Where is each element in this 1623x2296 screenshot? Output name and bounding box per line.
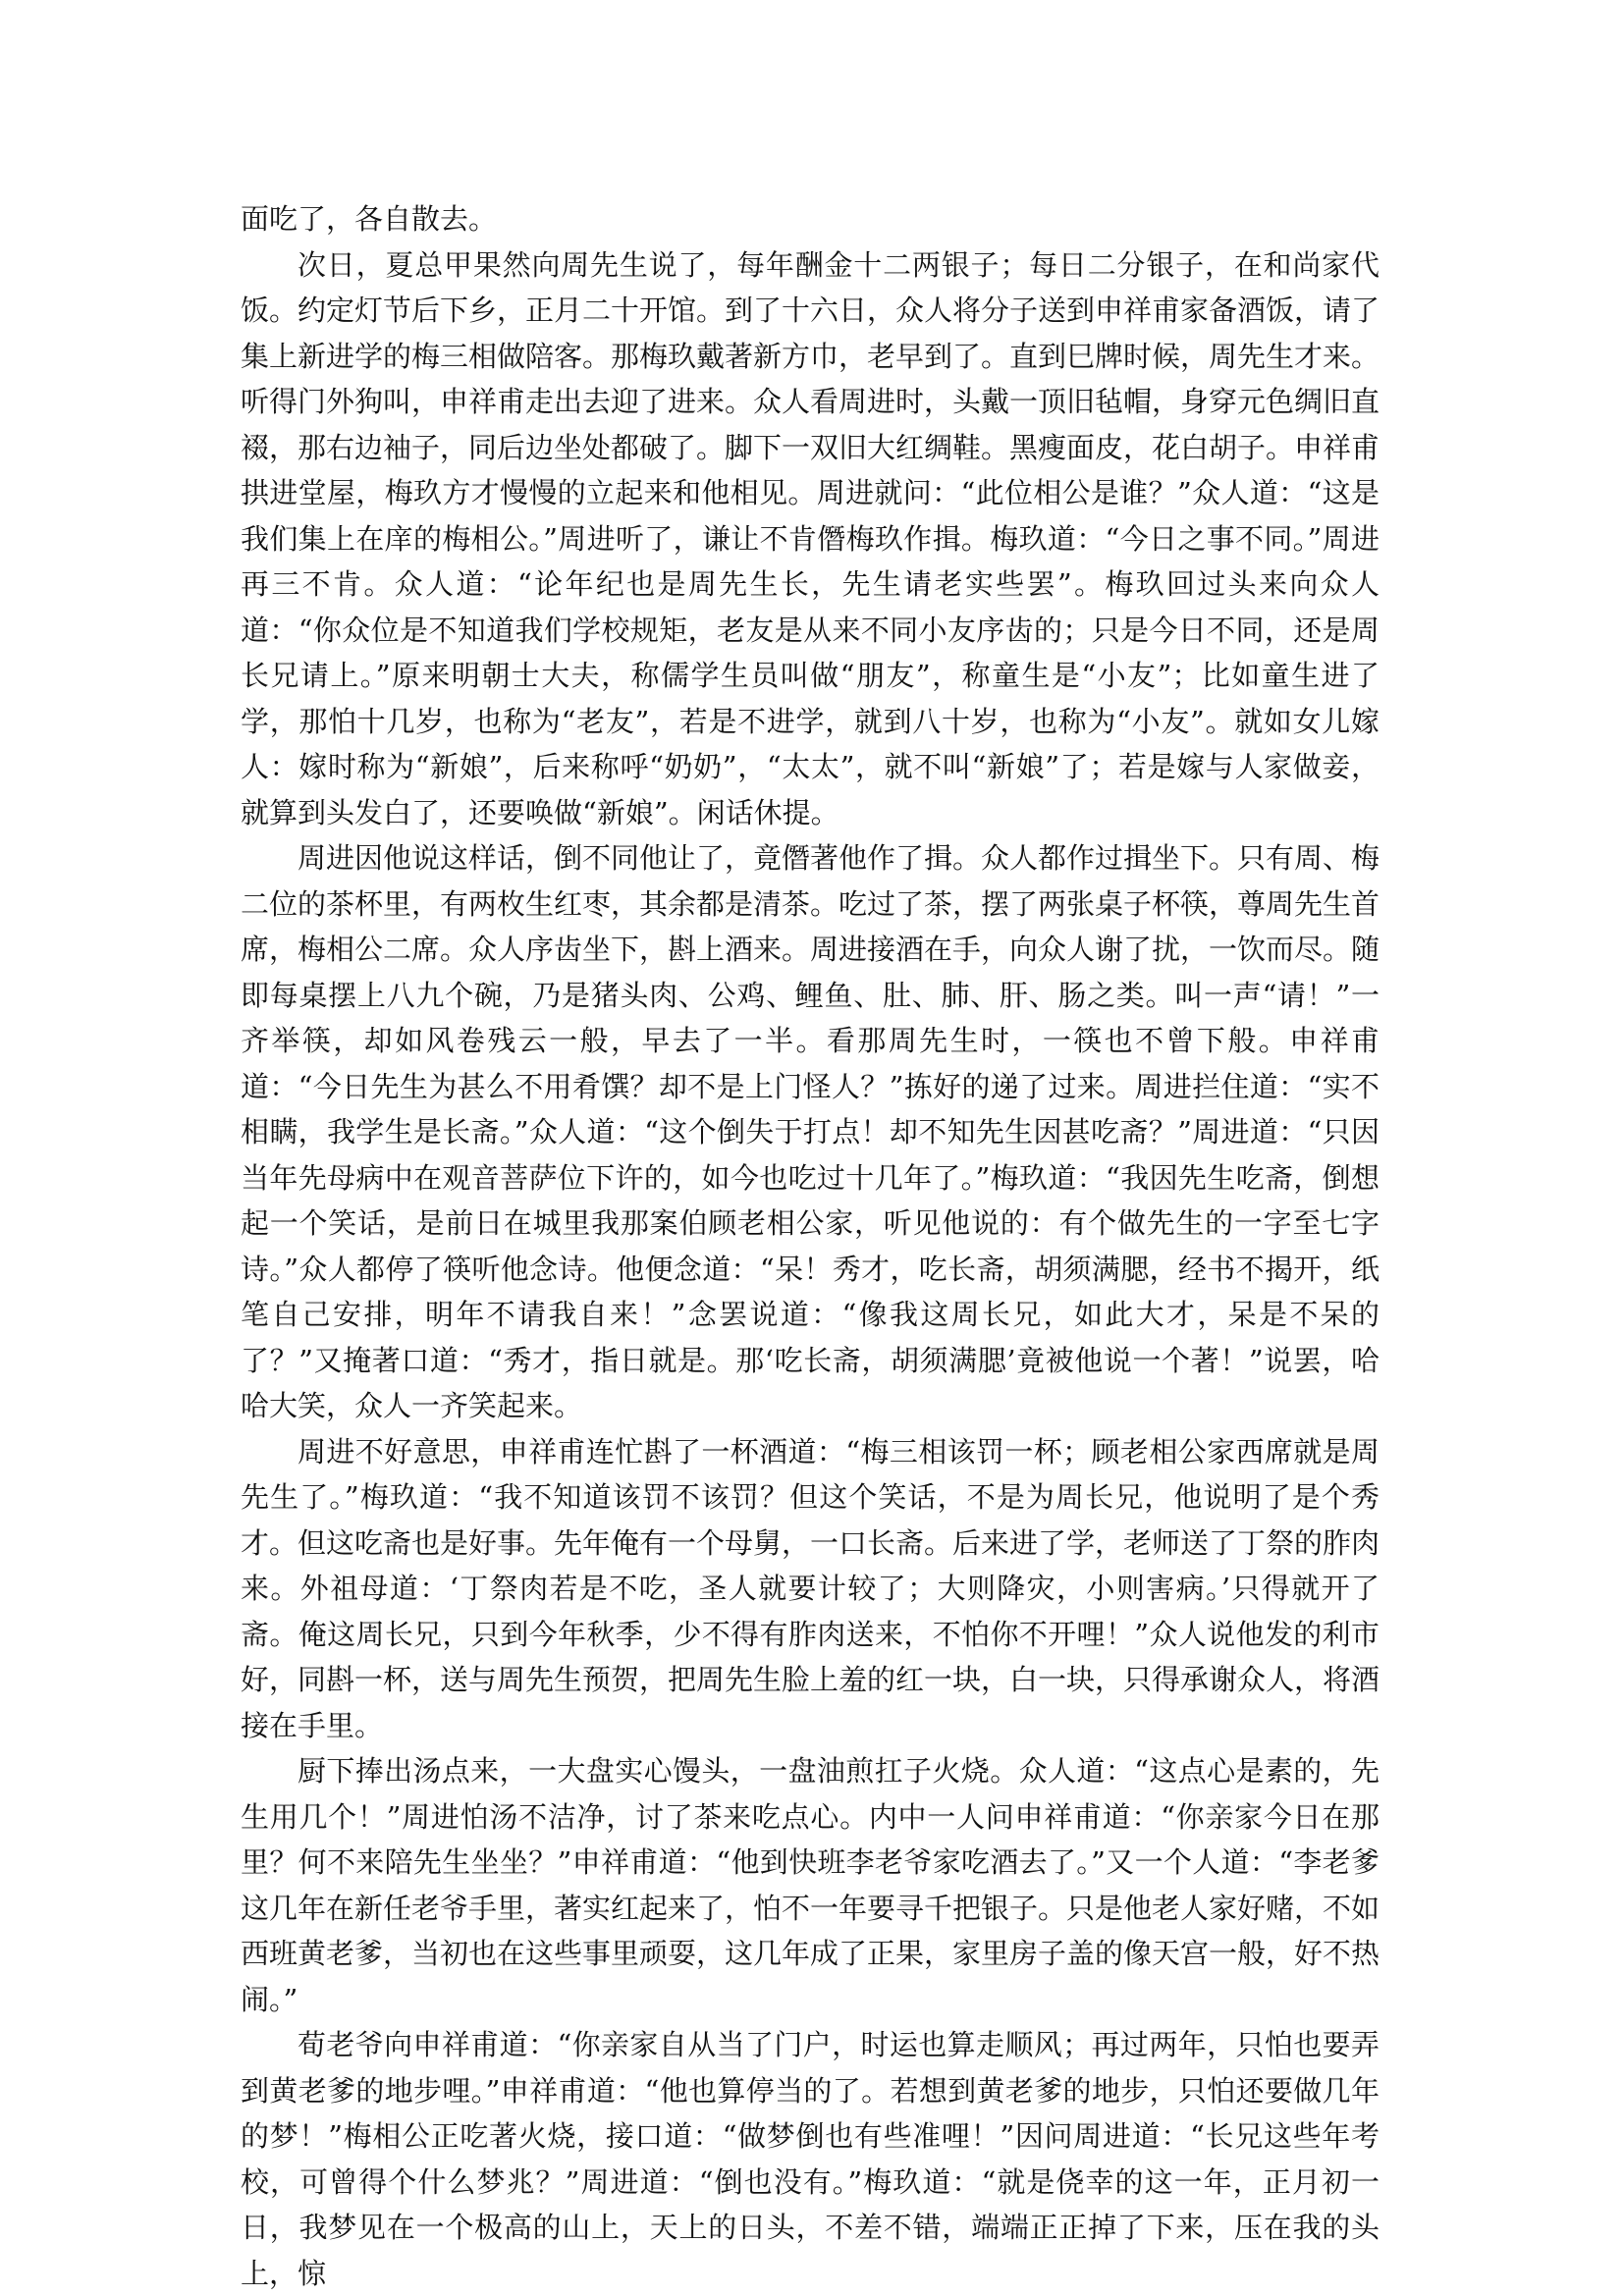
- paragraph: 周进因他说这样话，倒不同他让了，竟僭著他作了揖。众人都作过揖坐下。只有周、梅二位的茶杯里，有两枚生红枣，其余都是清茶。吃过了茶，摆了两张桌子杯筷，尊周先生首席，梅相公二席。众人序齿坐下，斟上酒来。周进接酒在手，向众人谢了扰，一饮而尽。随即每桌摆上八九个碗，乃是猪头肉、公鸡、鲤鱼、肚、肺、肝、肠之类。叫一声“请！”一齐举筷，却如风卷残云一般，早去了一半。看那周先生时，一筷也不曾下般。申祥甫道：“今日先生为甚么不用肴馔？却不是上门怪人？”拣好的递了过来。周进拦住道：“实不相瞒，我学生是长斋。”众人道：“这个倒失于打点！却不知先生因甚吃斋？”周进道：“只因当年先母病中在观音菩萨位下许的，如今也吃过十几年了。”梅玖道：“我因先生吃斋，倒想起一个笑话，是前日在城里我那案伯顾老相公家，听见他说的：有个做先生的一字至七字诗。”众人都停了筷听他念诗。他便念道：“呆！秀才，吃长斋，胡须满腮，经书不揭开，纸笔自己安排，明年不请我自来！”念罢说道：“像我这周长兄，如此大才，呆是不呆的了？”又掩著口道：“秀才，指日就是。那‘吃长斋，胡须满腮’竟被他说一个著！”说罢，哈哈大笑，众人一齐笑起来。: [241, 841, 1380, 1422]
- paragraph: 荀老爷向申祥甫道：“你亲家自从当了门户，时运也算走顺风；再过两年，只怕也要弄到黄老爹的地步哩。”申祥甫道：“他也算停当的了。若想到黄老爹的地步，只怕还要做几年的梦！”梅相公正吃著火烧，接口道：“做梦倒也有些准哩！”因问周进道：“长兄这些年考校，可曾得个什么梦兆？”周进道：“倒也没有。”梅玖道：“就是侥幸的这一年，正月初一日，我梦见在一个极高的山上，天上的日头，不差不错，端端正正掉了下来，压在我的头上，惊: [241, 2028, 1380, 2290]
- paragraph-continuation: 面吃了，各自散去。: [241, 202, 498, 236]
- paragraph: 厨下捧出汤点来，一大盘实心馒头，一盘油煎扛子火烧。众人道：“这点心是素的，先生用几个！”周进怕汤不洁净，讨了茶来吃点心。内中一人问申祥甫道：“你亲家今日在那里？何不来陪先生坐坐？”申祥甫道：“他到快班李老爷家吃酒去了。”又一个人道：“李老爹这几年在新任老爷手里，著实红起来了，怕不一年要寻千把银子。只是他老人家好赌，不如西班黄老爹，当初也在这些事里顽耍，这几年成了正果，家里房子盖的像天宫一般，好不热闹。”: [241, 1754, 1380, 2016]
- document-page: [241, 196, 1380, 2296]
- paragraph: 次日，夏总甲果然向周先生说了，每年酬金十二两银子；每日二分银子，在和尚家代饭。约定灯节后下乡，正月二十开馆。到了十六日，众人将分子送到申祥甫家备酒饭，请了集上新进学的梅三相做陪客。那梅玖戴著新方巾，老早到了。直到巳牌时候，周先生才来。听得门外狗叫，申祥甫走出去迎了进来。众人看周进时，头戴一顶旧毡帽，身穿元色绸旧直裰，那右边袖子，同后边坐处都破了。脚下一双旧大红绸鞋。黑瘦面皮，花白胡子。申祥甫拱进堂屋，梅玖方才慢慢的立起来和他相见。周进就问：“此位相公是谁？”众人道：“这是我们集上在庠的梅相公。”周进听了，谦让不肯僭梅玖作揖。梅玖道：“今日之事不同。”周进再三不肯。众人道：“论年纪也是周先生长，先生请老实些罢”。梅玖回过头来向众人道：“你众位是不知道我们学校规矩，老友是从来不同小友序齿的；只是今日不同，还是周长兄请上。”原来明朝士大夫，称儒学生员叫做“朋友”，称童生是“小友”；比如童生进了学，那怕十几岁，也称为“老友”，若是不进学，就到八十岁，也称为“小友”。就如女儿嫁人：嫁时称为“新娘”，后来称呼“奶奶”，“太太”，就不叫“新娘”了；若是嫁与人家做妾，就算到头发白了，还要唤做“新娘”。闲话休提。: [241, 247, 1380, 829]
- paragraph: 周进不好意思，申祥甫连忙斟了一杯酒道：“梅三相该罚一杯；顾老相公家西席就是周先生了。”梅玖道：“我不知道该罚不该罚？但这个笑话，不是为周长兄，他说明了是个秀才。但这吃斋也是好事。先年俺有一个母舅，一口长斋。后来进了学，老师送了丁祭的胙肉来。外祖母道：‘丁祭肉若是不吃，圣人就要计较了；大则降灾，小则害病。’只得就开了斋。俺这周长兄，只到今年秋季，少不得有胙肉送来，不怕你不开哩！”众人说他发的利市好，同斟一杯，送与周先生预贺，把周先生脸上羞的红一块，白一块，只得承谢众人，将酒接在手里。: [241, 1434, 1380, 1742]
